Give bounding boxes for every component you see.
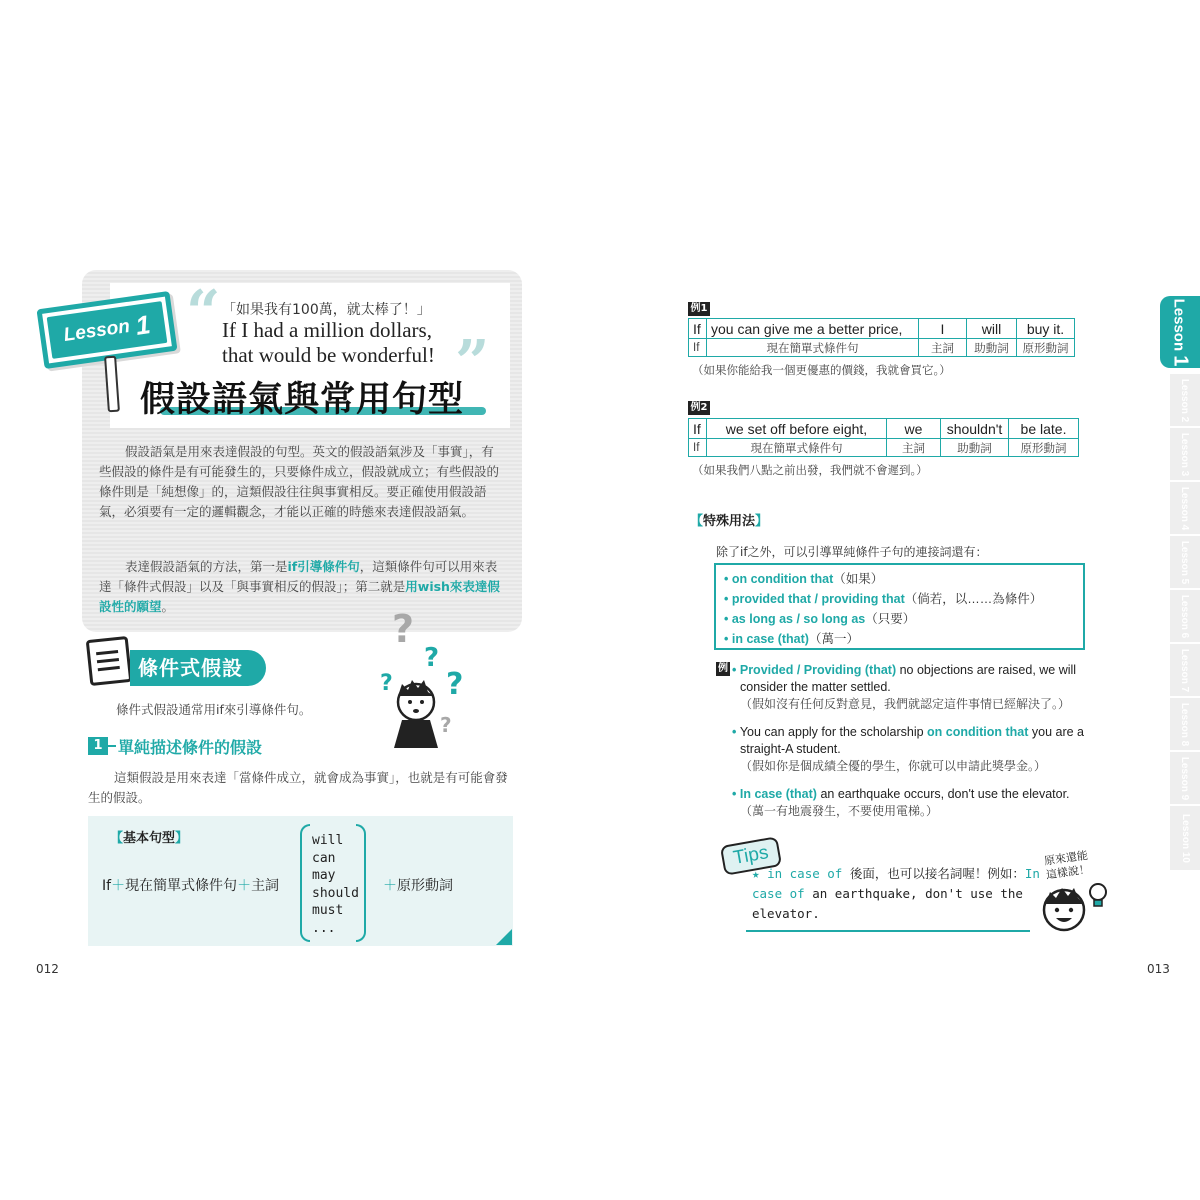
ex1-if: If [689, 319, 707, 339]
conjunction-item: • provided that / providing that（倘若，以……為條件） [724, 592, 1043, 606]
ex1-subject: I [919, 319, 967, 339]
svg-text:?: ? [392, 610, 415, 651]
left-brace [300, 824, 310, 942]
special-usage-intro: 除了if之外，可以引導單純條件子句的連接詞還有： [716, 545, 988, 559]
conjunction-box [714, 563, 1085, 650]
subsection-description: 這類假設是用來表達「當條件成立，就會成為事實」，也就是有可能會發生的假設。 [88, 770, 508, 805]
conjunction-item: • in case (that)（萬一） [724, 632, 859, 646]
ex1-verb: buy it. [1017, 319, 1075, 339]
svg-text:?: ? [446, 667, 464, 702]
lesson-sign-number: 1 [133, 308, 153, 341]
ex1-subject-label: 主詞 [919, 339, 967, 357]
example-1-translation: （如果你能給我一個更優惠的價錢，我就會買它。） [692, 363, 951, 377]
example-2-translation: （如果我們八點之前出發，我們就不會遲到。） [692, 463, 928, 477]
special-example-2: • You can apply for the scholarship on condition that you are a straight-A student. （假如你是個成績全優的學生，你就可以申請此獎學金。） [732, 725, 1084, 773]
ex2-subject: we [887, 419, 941, 439]
ex2-clause: we set off before eight, [707, 419, 887, 439]
tab-lesson-6[interactable]: Lesson 6 [1170, 590, 1200, 642]
formula-corner-fold [496, 929, 512, 945]
ex1-clause-label: 現在簡單式條件句 [707, 339, 919, 357]
subsection-number: 1 [88, 737, 108, 755]
ex2-aux: shouldn't [941, 419, 1009, 439]
tab-lesson-8[interactable]: Lesson 8 [1170, 698, 1200, 750]
page-number-left: 012 [36, 962, 59, 976]
clipboard-icon [86, 636, 133, 686]
ex2-verb-label: 原形動詞 [1009, 439, 1079, 457]
special-example-3: • In case (that) an earthquake occurs, don't use the elevator. （萬一有地震發生，不要使用電梯。） [732, 787, 1070, 818]
intro-paragraph-2: 表達假設語氣的方法，第一是if引導條件句，這類條件句可以用來表達「條件式假設」以及「與事實相反的假設」；第二就是用wish來表達假設性的願望。 [99, 559, 500, 614]
tab-lesson-9[interactable]: Lesson 9 [1170, 752, 1200, 804]
right-brace [356, 824, 366, 942]
intro-paragraph-1: 假設語氣是用來表達假設的句型。英文的假設語氣涉及「事實」，有些假設的條件是有可能發生的，只要條件成立，假設就成立；有些假設的條件則是「純想像」的，這類假設往往與事實相反。要正確使用假設語氣，必須要有一定的邏輯觀念，才能以正確的時態來表達假設語氣。 [99, 444, 500, 519]
tab-lesson-1[interactable]: Lesson 1 [1160, 296, 1200, 368]
quote-en-line2: that would be wonderful! [222, 343, 435, 367]
ex1-aux: will [967, 319, 1017, 339]
special-usage-heading: 【特殊用法】 [690, 514, 769, 529]
quote-zh: 「如果我有100萬，就太棒了！」 [222, 302, 431, 318]
ex2-subject-label: 主詞 [887, 439, 941, 457]
section-title: 條件式假設 [130, 650, 266, 686]
ex2-aux-label: 助動詞 [941, 439, 1009, 457]
formula-right: ＋原形動詞 [383, 878, 453, 894]
svg-text:?: ? [380, 671, 393, 696]
example-2-label: 例2 [688, 401, 710, 415]
tab-lesson-3[interactable]: Lesson 3 [1170, 428, 1200, 480]
tab-lesson-5[interactable]: Lesson 5 [1170, 536, 1200, 588]
lightbulb-icon [1090, 884, 1106, 906]
subsection-number-line [108, 745, 116, 747]
example-2-table [688, 418, 1079, 457]
ex2-clause-label: 現在簡單式條件句 [707, 439, 887, 457]
ex1-aux-label: 助動詞 [967, 339, 1017, 357]
ex2-verb: be late. [1009, 419, 1079, 439]
quote-en-line1: If I had a million dollars, [222, 318, 432, 342]
tips-underline [746, 930, 1030, 932]
page-title: 假設語氣與常用句型 [140, 379, 465, 420]
formula-heading: 【基本句型】 [110, 831, 189, 846]
conjunction-item: • on condition that（如果） [724, 572, 884, 586]
formula-left: If＋現在簡單式條件句＋主詞 [102, 878, 280, 894]
ex1-if-label: If [689, 339, 707, 357]
ex1-clause: you can give me a better price, [707, 319, 919, 339]
speech-text: 原來還能這樣說！ [1043, 848, 1091, 882]
tab-lesson-4[interactable]: Lesson 4 [1170, 482, 1200, 534]
tab-lesson-2[interactable]: Lesson 2 [1170, 374, 1200, 426]
section-description: 條件式假設通常用if來引導條件句。 [116, 702, 312, 717]
example-badge: 例 [718, 663, 728, 674]
open-quote-icon: “ [186, 278, 221, 348]
example-1-label: 例1 [688, 302, 710, 316]
lesson-sign-word: Lesson [62, 315, 132, 346]
ex2-if-label: If [689, 439, 707, 457]
face-illustration [1040, 878, 1110, 938]
tips-text: ★ in case of 後面，也可以接名詞喔！例如：In case of an earthquake, don't use the elevator. [752, 866, 1040, 921]
ex2-if: If [689, 419, 707, 439]
svg-text:?: ? [424, 643, 440, 673]
ex1-verb-label: 原形動詞 [1017, 339, 1075, 357]
boy-illustration [380, 610, 490, 750]
modal-verb-list: will can may should must ... [312, 833, 359, 936]
special-example-1: • Provided / Providing (that) no objections are raised, we will consider the matter settled. （假如沒有任何反對意見，我們就認定這件事情已經解決了。） [732, 663, 1077, 711]
svg-text:?: ? [440, 713, 452, 737]
example-1-table [688, 318, 1075, 357]
subsection-title: 單純描述條件的假設 [118, 738, 263, 757]
page-number-right: 013 [1147, 962, 1170, 976]
close-quote-icon: ” [455, 328, 490, 398]
conjunction-item: • as long as / so long as（只要） [724, 612, 916, 626]
tab-lesson-7[interactable]: Lesson 7 [1170, 644, 1200, 696]
tab-lesson-10[interactable]: Lesson 10 [1170, 806, 1200, 870]
tips-badge: Tips [720, 836, 782, 876]
